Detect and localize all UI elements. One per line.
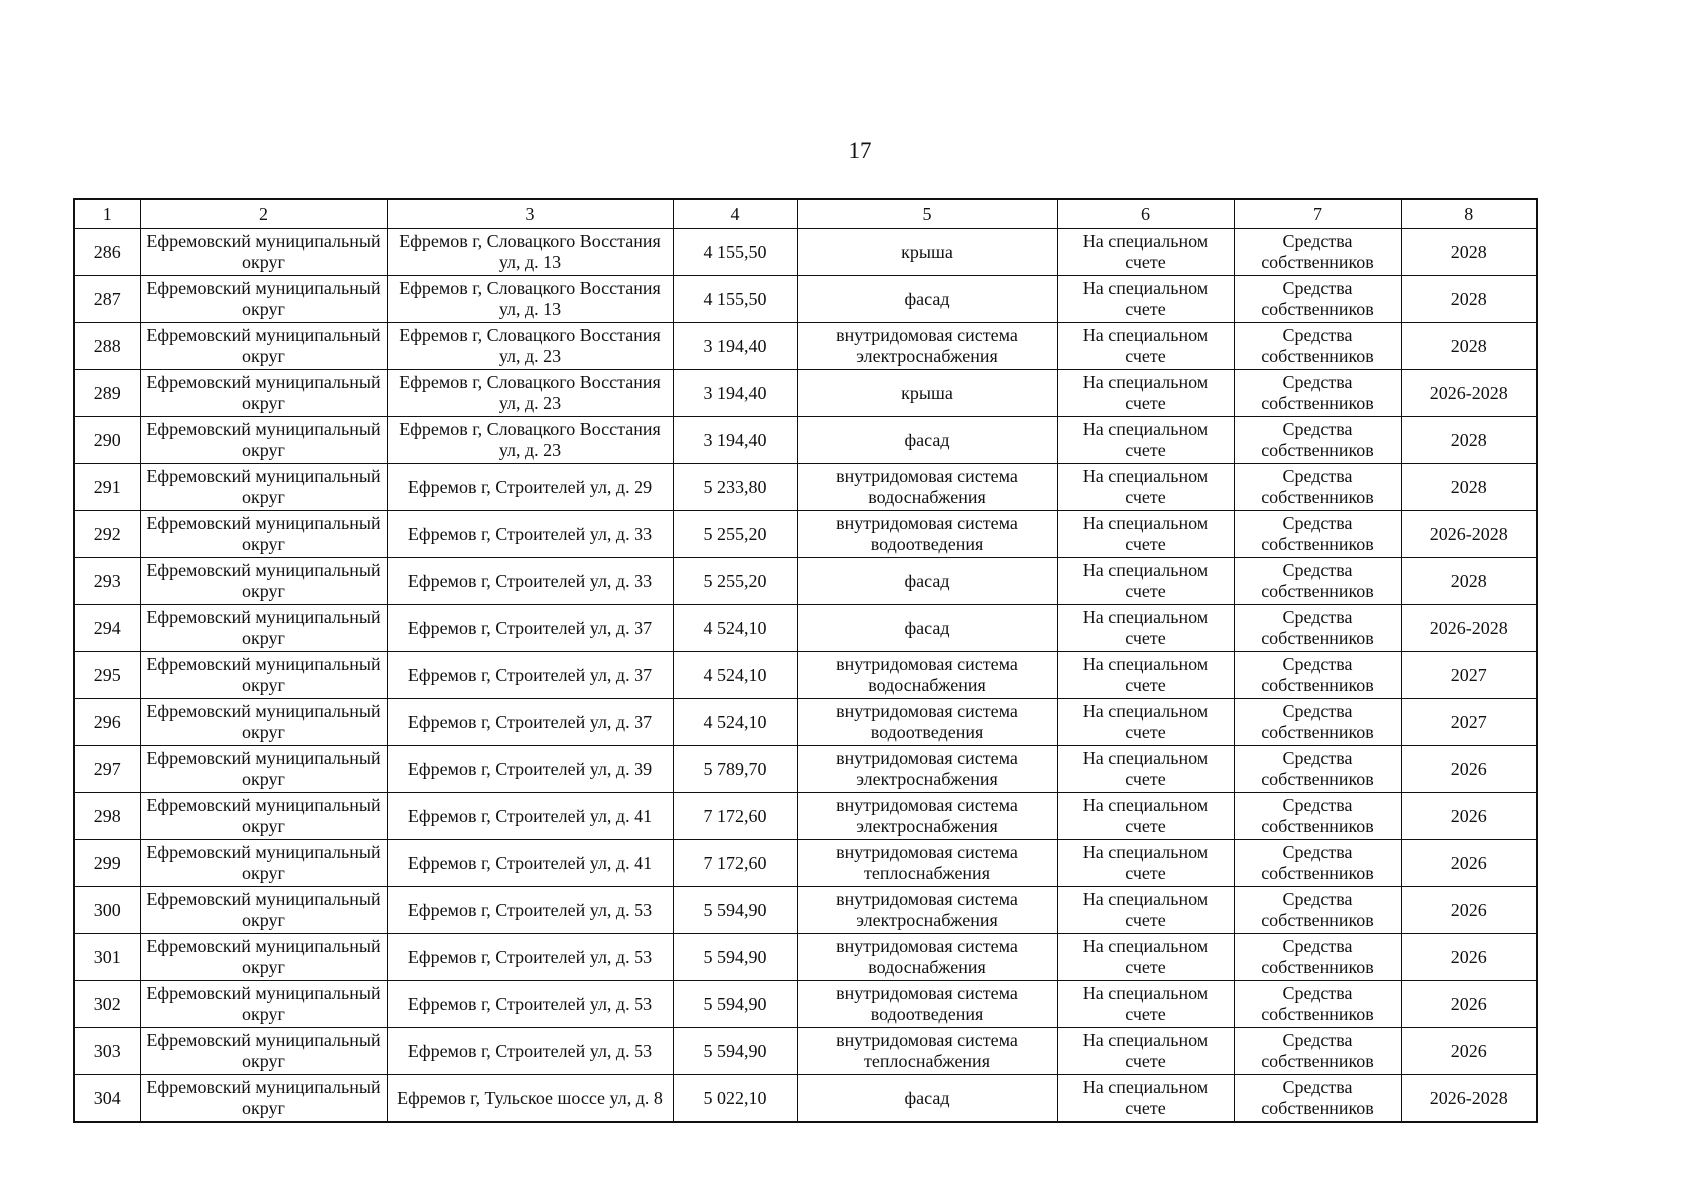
area-cell: 4 524,10 <box>673 652 797 699</box>
funding-source-cell: Средства собственников <box>1234 934 1401 981</box>
period-cell: 2028 <box>1401 464 1537 511</box>
period-cell: 2026 <box>1401 1028 1537 1075</box>
fund-method-cell: На специальном счете <box>1057 699 1234 746</box>
row-number-cell: 293 <box>74 558 140 605</box>
area-cell: 7 172,60 <box>673 793 797 840</box>
repair-element-cell: внутридомовая система водоснабжения <box>797 464 1057 511</box>
repair-element-cell: внутридомовая система электроснабжения <box>797 323 1057 370</box>
repair-element-cell: фасад <box>797 605 1057 652</box>
address-cell: Ефремов г, Строителей ул, д. 41 <box>387 840 673 887</box>
period-cell: 2026 <box>1401 887 1537 934</box>
column-number-header-row <box>74 199 1537 229</box>
district-cell: Ефремовский муниципальный округ <box>140 1075 387 1123</box>
fund-method-cell: На специальном счете <box>1057 417 1234 464</box>
registry-table-body <box>74 229 1537 1123</box>
district-cell: Ефремовский муниципальный округ <box>140 417 387 464</box>
table-row <box>74 793 1537 840</box>
repair-element-cell: фасад <box>797 276 1057 323</box>
funding-source-cell: Средства собственников <box>1234 1075 1401 1123</box>
fund-method-cell: На специальном счете <box>1057 746 1234 793</box>
repair-element-cell: внутридомовая система электроснабжения <box>797 887 1057 934</box>
period-cell: 2026 <box>1401 746 1537 793</box>
column-header: 2 <box>140 199 387 229</box>
area-cell: 5 233,80 <box>673 464 797 511</box>
funding-source-cell: Средства собственников <box>1234 323 1401 370</box>
table-row <box>74 276 1537 323</box>
row-number-cell: 301 <box>74 934 140 981</box>
address-cell: Ефремов г, Строителей ул, д. 33 <box>387 511 673 558</box>
row-number-cell: 299 <box>74 840 140 887</box>
table-row <box>74 323 1537 370</box>
table-row <box>74 1075 1537 1123</box>
district-cell: Ефремовский муниципальный округ <box>140 464 387 511</box>
row-number-cell: 288 <box>74 323 140 370</box>
table-row <box>74 1028 1537 1075</box>
funding-source-cell: Средства собственников <box>1234 887 1401 934</box>
district-cell: Ефремовский муниципальный округ <box>140 652 387 699</box>
district-cell: Ефремовский муниципальный округ <box>140 605 387 652</box>
column-header: 6 <box>1057 199 1234 229</box>
fund-method-cell: На специальном счете <box>1057 1028 1234 1075</box>
column-header: 1 <box>74 199 140 229</box>
period-cell: 2028 <box>1401 229 1537 276</box>
area-cell: 5 789,70 <box>673 746 797 793</box>
period-cell: 2028 <box>1401 417 1537 464</box>
table-row <box>74 558 1537 605</box>
district-cell: Ефремовский муниципальный округ <box>140 887 387 934</box>
fund-method-cell: На специальном счете <box>1057 558 1234 605</box>
column-header: 5 <box>797 199 1057 229</box>
area-cell: 4 155,50 <box>673 276 797 323</box>
repair-element-cell: фасад <box>797 558 1057 605</box>
funding-source-cell: Средства собственников <box>1234 1028 1401 1075</box>
period-cell: 2026-2028 <box>1401 605 1537 652</box>
row-number-cell: 296 <box>74 699 140 746</box>
district-cell: Ефремовский муниципальный округ <box>140 323 387 370</box>
row-number-cell: 300 <box>74 887 140 934</box>
address-cell: Ефремов г, Строителей ул, д. 53 <box>387 981 673 1028</box>
table-row <box>74 229 1537 276</box>
row-number-cell: 286 <box>74 229 140 276</box>
column-header: 4 <box>673 199 797 229</box>
row-number-cell: 295 <box>74 652 140 699</box>
period-cell: 2028 <box>1401 558 1537 605</box>
column-header: 7 <box>1234 199 1401 229</box>
repair-element-cell: внутридомовая система электроснабжения <box>797 793 1057 840</box>
table-row <box>74 887 1537 934</box>
address-cell: Ефремов г, Строителей ул, д. 37 <box>387 652 673 699</box>
table-row <box>74 605 1537 652</box>
fund-method-cell: На специальном счете <box>1057 1075 1234 1123</box>
page-number: 17 <box>848 138 872 163</box>
row-number-cell: 287 <box>74 276 140 323</box>
area-cell: 4 524,10 <box>673 605 797 652</box>
address-cell: Ефремов г, Словацкого Восстания ул, д. 23 <box>387 417 673 464</box>
area-cell: 4 155,50 <box>673 229 797 276</box>
funding-source-cell: Средства собственников <box>1234 699 1401 746</box>
area-cell: 4 524,10 <box>673 699 797 746</box>
row-number-cell: 291 <box>74 464 140 511</box>
district-cell: Ефремовский муниципальный округ <box>140 370 387 417</box>
table-row <box>74 652 1537 699</box>
row-number-cell: 298 <box>74 793 140 840</box>
district-cell: Ефремовский муниципальный округ <box>140 934 387 981</box>
period-cell: 2026-2028 <box>1401 511 1537 558</box>
repair-element-cell: фасад <box>797 417 1057 464</box>
funding-source-cell: Средства собственников <box>1234 652 1401 699</box>
fund-method-cell: На специальном счете <box>1057 605 1234 652</box>
fund-method-cell: На специальном счете <box>1057 229 1234 276</box>
fund-method-cell: На специальном счете <box>1057 793 1234 840</box>
funding-source-cell: Средства собственников <box>1234 229 1401 276</box>
address-cell: Ефремов г, Строителей ул, д. 53 <box>387 1028 673 1075</box>
table-row <box>74 746 1537 793</box>
area-cell: 3 194,40 <box>673 417 797 464</box>
district-cell: Ефремовский муниципальный округ <box>140 699 387 746</box>
table-row <box>74 417 1537 464</box>
district-cell: Ефремовский муниципальный округ <box>140 229 387 276</box>
address-cell: Ефремов г, Строителей ул, д. 39 <box>387 746 673 793</box>
period-cell: 2026 <box>1401 793 1537 840</box>
period-cell: 2028 <box>1401 276 1537 323</box>
funding-source-cell: Средства собственников <box>1234 605 1401 652</box>
fund-method-cell: На специальном счете <box>1057 981 1234 1028</box>
district-cell: Ефремовский муниципальный округ <box>140 511 387 558</box>
district-cell: Ефремовский муниципальный округ <box>140 558 387 605</box>
address-cell: Ефремов г, Строителей ул, д. 29 <box>387 464 673 511</box>
district-cell: Ефремовский муниципальный округ <box>140 1028 387 1075</box>
address-cell: Ефремов г, Словацкого Восстания ул, д. 13 <box>387 276 673 323</box>
period-cell: 2026 <box>1401 981 1537 1028</box>
repair-element-cell: крыша <box>797 370 1057 417</box>
funding-source-cell: Средства собственников <box>1234 558 1401 605</box>
address-cell: Ефремов г, Словацкого Восстания ул, д. 23 <box>387 370 673 417</box>
fund-method-cell: На специальном счете <box>1057 464 1234 511</box>
area-cell: 5 255,20 <box>673 511 797 558</box>
row-number-cell: 302 <box>74 981 140 1028</box>
table-row <box>74 464 1537 511</box>
period-cell: 2027 <box>1401 699 1537 746</box>
repair-element-cell: внутридомовая система водоснабжения <box>797 652 1057 699</box>
row-number-cell: 289 <box>74 370 140 417</box>
area-cell: 5 594,90 <box>673 1028 797 1075</box>
address-cell: Ефремов г, Строителей ул, д. 53 <box>387 887 673 934</box>
area-cell: 5 022,10 <box>673 1075 797 1123</box>
period-cell: 2028 <box>1401 323 1537 370</box>
district-cell: Ефремовский муниципальный округ <box>140 276 387 323</box>
funding-source-cell: Средства собственников <box>1234 464 1401 511</box>
fund-method-cell: На специальном счете <box>1057 652 1234 699</box>
repair-element-cell: внутридомовая система водоотведения <box>797 981 1057 1028</box>
area-cell: 3 194,40 <box>673 323 797 370</box>
fund-method-cell: На специальном счете <box>1057 276 1234 323</box>
repair-element-cell: внутридомовая система водоснабжения <box>797 934 1057 981</box>
repair-element-cell: внутридомовая система теплоснабжения <box>797 840 1057 887</box>
address-cell: Ефремов г, Строителей ул, д. 37 <box>387 605 673 652</box>
funding-source-cell: Средства собственников <box>1234 511 1401 558</box>
fund-method-cell: На специальном счете <box>1057 511 1234 558</box>
row-number-cell: 292 <box>74 511 140 558</box>
period-cell: 2026 <box>1401 934 1537 981</box>
fund-method-cell: На специальном счете <box>1057 887 1234 934</box>
funding-source-cell: Средства собственников <box>1234 370 1401 417</box>
fund-method-cell: На специальном счете <box>1057 323 1234 370</box>
district-cell: Ефремовский муниципальный округ <box>140 746 387 793</box>
district-cell: Ефремовский муниципальный округ <box>140 981 387 1028</box>
row-number-cell: 290 <box>74 417 140 464</box>
period-cell: 2026 <box>1401 840 1537 887</box>
row-number-cell: 304 <box>74 1075 140 1123</box>
district-cell: Ефремовский муниципальный округ <box>140 840 387 887</box>
row-number-cell: 303 <box>74 1028 140 1075</box>
area-cell: 5 594,90 <box>673 887 797 934</box>
row-number-cell: 294 <box>74 605 140 652</box>
fund-method-cell: На специальном счете <box>1057 934 1234 981</box>
period-cell: 2026-2028 <box>1401 1075 1537 1123</box>
funding-source-cell: Средства собственников <box>1234 981 1401 1028</box>
funding-source-cell: Средства собственников <box>1234 746 1401 793</box>
period-cell: 2026-2028 <box>1401 370 1537 417</box>
address-cell: Ефремов г, Словацкого Восстания ул, д. 23 <box>387 323 673 370</box>
repair-element-cell: фасад <box>797 1075 1057 1123</box>
table-row <box>74 981 1537 1028</box>
funding-source-cell: Средства собственников <box>1234 840 1401 887</box>
repair-element-cell: внутридомовая система водоотведения <box>797 699 1057 746</box>
table-row <box>74 511 1537 558</box>
table-row <box>74 699 1537 746</box>
column-header: 3 <box>387 199 673 229</box>
address-cell: Ефремов г, Строителей ул, д. 53 <box>387 934 673 981</box>
repair-element-cell: крыша <box>797 229 1057 276</box>
repair-element-cell: внутридомовая система теплоснабжения <box>797 1028 1057 1075</box>
repair-registry-table <box>73 198 1538 1123</box>
funding-source-cell: Средства собственников <box>1234 793 1401 840</box>
address-cell: Ефремов г, Тульское шоссе ул, д. 8 <box>387 1075 673 1123</box>
district-cell: Ефремовский муниципальный округ <box>140 793 387 840</box>
area-cell: 5 594,90 <box>673 934 797 981</box>
table-row <box>74 370 1537 417</box>
area-cell: 7 172,60 <box>673 840 797 887</box>
repair-element-cell: внутридомовая система электроснабжения <box>797 746 1057 793</box>
table-row <box>74 840 1537 887</box>
area-cell: 5 255,20 <box>673 558 797 605</box>
row-number-cell: 297 <box>74 746 140 793</box>
fund-method-cell: На специальном счете <box>1057 370 1234 417</box>
address-cell: Ефремов г, Строителей ул, д. 37 <box>387 699 673 746</box>
area-cell: 3 194,40 <box>673 370 797 417</box>
address-cell: Ефремов г, Строителей ул, д. 33 <box>387 558 673 605</box>
funding-source-cell: Средства собственников <box>1234 276 1401 323</box>
repair-element-cell: внутридомовая система водоотведения <box>797 511 1057 558</box>
area-cell: 5 594,90 <box>673 981 797 1028</box>
address-cell: Ефремов г, Строителей ул, д. 41 <box>387 793 673 840</box>
funding-source-cell: Средства собственников <box>1234 417 1401 464</box>
address-cell: Ефремов г, Словацкого Восстания ул, д. 13 <box>387 229 673 276</box>
period-cell: 2027 <box>1401 652 1537 699</box>
column-header: 8 <box>1401 199 1537 229</box>
table-row <box>74 934 1537 981</box>
fund-method-cell: На специальном счете <box>1057 840 1234 887</box>
